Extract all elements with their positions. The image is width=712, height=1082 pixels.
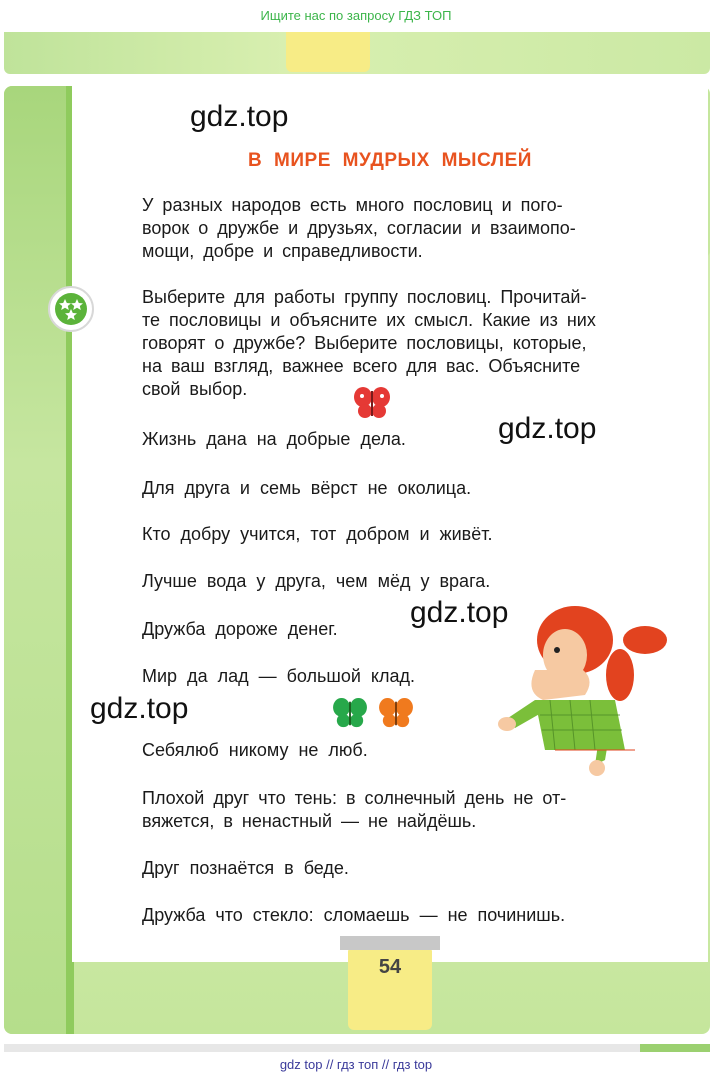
- intro-line: мощи, добре и справедливости.: [142, 241, 423, 261]
- watermark-3: gdz.top: [410, 596, 509, 629]
- left-band: [4, 86, 72, 1034]
- intro-line: У разных народов есть много пословиц и пого-: [142, 195, 563, 215]
- task-line: Выберите для работы группу пословиц. Прочитай-: [142, 287, 587, 307]
- proverb-line: Плохой друг что тень: в солнечный день не от-: [142, 788, 567, 808]
- intro-line: ворок о дружбе и друзьях, согласии и взаимопо-: [142, 218, 576, 238]
- proverb-multiline: [142, 787, 664, 833]
- watermark-2: gdz.top: [498, 412, 597, 445]
- proverb: Себялюб никому не люб.: [142, 740, 368, 760]
- stars-badge-icon: [48, 286, 94, 332]
- task-line: говорят о дружбе? Выберите пословицы, которые,: [142, 333, 587, 353]
- page-title: В МИРЕ МУДРЫХ МЫСЛЕЙ: [248, 150, 532, 171]
- watermark-4: gdz.top: [90, 692, 189, 725]
- proverb-line: вяжется, в ненастный — не найдёшь.: [142, 811, 477, 831]
- previous-page-tab: [286, 32, 370, 72]
- proverb: Мир да лад — большой клад.: [142, 666, 416, 686]
- task-line: на ваш взгляд, важнее всего для вас. Объясните: [142, 356, 581, 376]
- page-number-tab-top: [340, 936, 440, 950]
- page-number: 54: [378, 956, 402, 978]
- page-number-tab: [348, 946, 432, 1030]
- butterfly-red-icon: [353, 386, 391, 420]
- proverb: Друг познаётся в беде.: [142, 858, 349, 878]
- intro-paragraph: [142, 194, 664, 263]
- task-paragraph: [142, 286, 664, 401]
- proverb: Дружба дороже денег.: [142, 619, 338, 639]
- proverb: Жизнь дана на добрые дела.: [142, 429, 406, 449]
- next-page-edge: [4, 1044, 710, 1052]
- proverb: Кто добру учится, тот добром и живёт.: [142, 524, 493, 544]
- previous-page-edge: [4, 32, 710, 74]
- footer-links[interactable]: gdz top // гдз топ // гдз top: [279, 1057, 433, 1072]
- proverb: Лучше вода у друга, чем мёд у врага.: [142, 571, 491, 591]
- watermark-1: gdz.top: [190, 100, 289, 133]
- task-line: те пословицы и объясните их смысл. Какие из них: [142, 310, 596, 330]
- proverb: Дружба что стекло: сломаешь — не починишь.: [142, 905, 566, 925]
- butterfly-green-icon: [332, 697, 368, 729]
- next-page-edge-accent: [640, 1044, 710, 1052]
- proverb: Для друга и семь вёрст не околица.: [142, 478, 472, 498]
- task-line: свой выбор.: [142, 379, 248, 399]
- top-banner[interactable]: Ищите нас по запросу ГДЗ ТОП: [0, 0, 712, 32]
- butterfly-orange-icon: [378, 697, 414, 729]
